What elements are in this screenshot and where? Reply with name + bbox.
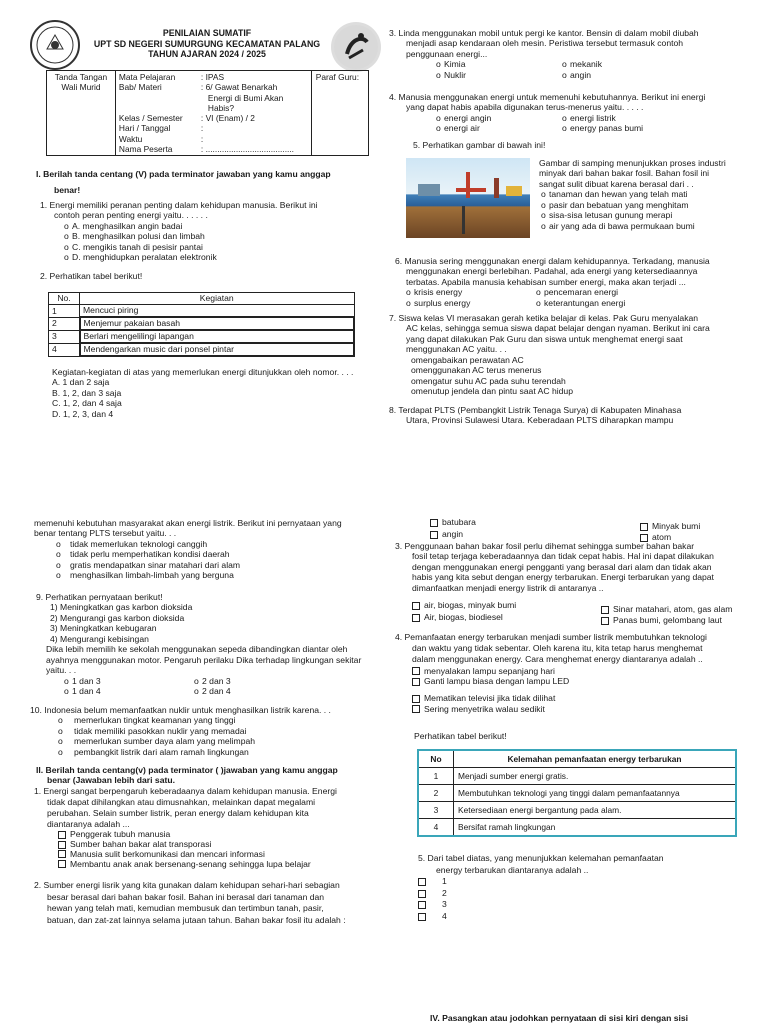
option-label: 4: [442, 910, 447, 921]
checkbox-icon[interactable]: [418, 890, 426, 898]
option-label: 2 dan 4: [202, 686, 231, 697]
option-a[interactable]: omengabaikan perawatan AC: [411, 354, 524, 365]
option-label: air yang ada di bawa permukaan bumi: [549, 220, 695, 231]
table-cell: Berlari mengelilingi lapangan: [80, 330, 355, 343]
option-c[interactable]: o Nuklir: [436, 69, 466, 80]
option-b[interactable]: o tidak perlu memperhatikan kondisi daerah: [56, 549, 230, 560]
checkbox-option[interactable]: [412, 676, 745, 687]
option-label: Nuklir: [444, 69, 466, 80]
question-text: Gambar di samping menunjukkan proses industri: [539, 158, 726, 168]
info-value: Energi di Bumi Akan: [207, 92, 284, 103]
question-text: batuan, dan zat-zat lainnya selama jutaan tahun. Bahan bakar fosil itu adalah :: [47, 914, 346, 925]
option-label: tidak memiliki pasokkan nuklir yang memadai: [74, 725, 247, 736]
header-title: PENILAIAN SUMATIF: [162, 28, 252, 38]
question-text: contoh peran penting energi yaitu. . . . . .: [54, 210, 208, 221]
table-row: [418, 785, 736, 802]
checkbox-icon[interactable]: [601, 606, 609, 614]
option-label: C. mengikis tanah di pesisir pantai: [72, 241, 203, 252]
table-header: Kegiatan: [80, 293, 355, 305]
option-b[interactable]: o energi listrik: [562, 112, 616, 123]
checkbox-option[interactable]: [58, 860, 384, 870]
checkbox-icon[interactable]: [601, 617, 609, 625]
table-row: [49, 330, 355, 343]
table-row: [418, 768, 736, 785]
option-c[interactable]: C. 1, 2, dan 4 saja: [52, 398, 122, 409]
checkbox-icon[interactable]: [430, 531, 438, 539]
question-text: yang dapat dilakukan Pak Guru dan siswa untuk menghemat energi saat: [406, 333, 683, 344]
question-text: hewan yang telah mati, kemudian membusuk dan tertimbun tanah, pasir,: [47, 903, 324, 914]
question-text: memenuhi kebutuhan masyarakat akan energi listrik. Berikut ini pernyataan yang: [34, 518, 342, 528]
option-d[interactable]: o energy panas bumi: [562, 123, 644, 134]
option-label: Air, biogas, biodiesel: [424, 612, 503, 622]
question-text: penggunaan energi...: [406, 48, 488, 59]
question-text: dengan menggunakan energi pengganti yang berasal dari alam dan tidak akan: [412, 561, 712, 572]
question-text: sangat sulit dibuat karena berasal dari . .: [539, 178, 694, 189]
table-cell: 2: [418, 785, 454, 802]
table-cell: 2: [49, 317, 80, 330]
option-label: 1 dan 3: [72, 675, 101, 686]
info-value: :: [200, 133, 204, 144]
checkbox-option[interactable]: [430, 529, 463, 539]
checkbox-option[interactable]: [412, 612, 503, 622]
option-label: pencemaran energi: [544, 287, 619, 298]
option-b[interactable]: omenggunakan AC terus menerus: [411, 365, 542, 376]
option-d[interactable]: D. 1, 2, 3, dan 4: [52, 408, 114, 419]
checkbox-option[interactable]: [412, 600, 516, 610]
info-value: : 6/ Gawat Benarkah: [200, 82, 278, 93]
question-8-continued: [34, 518, 384, 581]
question-5-text: 5. Perhatikan gambar di bawah ini!: [413, 140, 546, 150]
option-label: keterantungan energi: [544, 297, 626, 308]
checkbox-icon[interactable]: [58, 841, 66, 849]
table-cell: 3: [418, 802, 454, 819]
question-text: menggunakan AC yaitu. . .: [406, 344, 507, 355]
section-2-title-line2: benar (Jawaban lebih dari satu.: [47, 775, 175, 786]
question-text: 1. Energi memiliki peranan penting dalam kehidupan manusia. Berikut ini: [40, 200, 318, 210]
question-6: [395, 256, 740, 308]
guardian-signature-cell: [47, 71, 116, 156]
checkbox-icon[interactable]: [640, 523, 648, 531]
question-text: menjadi asap kendaraan oleh mesin. Peristiwa tersebut termasuk contoh: [406, 38, 684, 49]
section-2-question-5: [418, 853, 738, 923]
question-7: [389, 313, 734, 397]
question-text: besar berasal dari bahan bakar fosil. Bahan ini berasal dari tanaman dan: [47, 891, 325, 902]
checkbox-option[interactable]: [412, 693, 745, 704]
info-value: :: [200, 123, 204, 134]
checkbox-option[interactable]: [418, 911, 738, 923]
section-2-question-2: [34, 880, 384, 926]
question-text: habis yang kita sebut dengan energy terbarukan. Energi terbarukan yang dapat: [412, 572, 714, 583]
option-b[interactable]: o mekanik: [562, 59, 602, 70]
question-text: 6. Manusia sering menggunakan energi dalam kehidupannya. Terkadang, manusia: [395, 256, 710, 266]
section-1-title-line2: benar!: [54, 185, 81, 196]
option-b[interactable]: o 2 dan 3: [194, 675, 231, 686]
question-2-body: [52, 367, 372, 419]
option-label: Mematikan televisi jika tidak dilihat: [424, 692, 556, 703]
info-label: Nama Peserta: [118, 143, 173, 154]
option-label: D. menghidupkan peralatan elektronik: [72, 252, 217, 263]
info-label: Bab/ Materi: [118, 82, 162, 93]
option-a[interactable]: o A. menghasilkan angin badai: [64, 220, 183, 231]
table-header: No.: [49, 293, 80, 305]
option-a[interactable]: o krisis energy: [406, 287, 463, 298]
section-1-title: [36, 169, 331, 196]
option-d[interactable]: o keterantungan energi: [536, 297, 626, 308]
table-cell: Menjemur pakaian basah: [80, 317, 355, 330]
option-b[interactable]: B. 1, 2, dan 3 saja: [52, 387, 122, 398]
option-d[interactable]: o D. menghidupkan peralatan elektronik: [64, 252, 217, 263]
option-label: B. menghasilkan polusi dan limbah: [72, 231, 205, 242]
checkbox-icon[interactable]: [412, 667, 420, 675]
option-a[interactable]: o energi angin: [436, 112, 492, 123]
header-school: UPT SD NEGERI SUMURGUNG KECAMATAN PALANG: [93, 38, 321, 49]
checkbox-icon[interactable]: [418, 901, 426, 909]
activity-table: [48, 292, 355, 357]
curriculum-logo: [331, 22, 381, 72]
option-label: sisa-sisa letusan gunung merapi: [549, 210, 673, 221]
table-row: [49, 317, 355, 330]
question-text: dalam menggunakan energy. Cara menghemat energy diantaranya adalah ..: [412, 654, 703, 665]
question-text: tidak dapat dihilangkan atau dimusnahkan, melainkan dapat megalami: [47, 797, 316, 807]
option-label: Ganti lampu biasa dengan lampu LED: [424, 676, 570, 687]
option-label: 2: [442, 887, 447, 898]
option-b[interactable]: o pasir dan bebatuan yang menghitam: [541, 199, 689, 210]
checkbox-icon[interactable]: [58, 831, 66, 839]
checkbox-icon[interactable]: [412, 678, 420, 686]
question-text: dan waktu yang tidak sebentar. Oleh karena itu, kita tetap harus menghemat: [412, 643, 703, 654]
option-label: angin: [442, 529, 464, 539]
statement: 3) Meningkatkan kebugaran: [50, 623, 157, 634]
question-text: benar tentang PLTS tersebut yaitu. . .: [34, 528, 177, 539]
question-text: perubahan. Selain sumber listrik, peran energy dalam kehidupan kita: [47, 808, 309, 818]
option-label: pembangkit listrik dari alam ramah lingkungan: [74, 746, 249, 757]
oil-industry-image: [406, 158, 530, 238]
section-2-question-3: [395, 541, 745, 593]
question-8-intro: [389, 405, 734, 426]
checkbox-icon[interactable]: [412, 705, 420, 713]
school-emblem-logo: [30, 20, 80, 70]
option-a[interactable]: o 1 dan 3: [64, 675, 101, 686]
question-text: yaitu. . .: [46, 665, 77, 676]
option-d[interactable]: o menghasilkan limbah-limbah yang berguna: [56, 570, 234, 581]
option-label: air, biogas, minyak bumi: [424, 600, 517, 610]
document-header: [82, 28, 332, 60]
table-cell: 1: [418, 768, 454, 785]
question-text: fosil tetap terjaga keberadaannya dan tidak cepat habis. Hal ini dapat dilakukan: [412, 551, 714, 562]
option-label: tidak perlu memperhatikan kondisi daerah: [70, 549, 230, 560]
question-text: 2. Sumber energi lisrik yang kita gunakan dalam kehidupan sehari-hari sebagian: [34, 880, 340, 890]
question-9: [36, 592, 386, 697]
question-text: 8. Terdapat PLTS (Pembangkit Listrik Tenaga Surya) di Kabupaten Minahasa: [389, 405, 682, 415]
option-label: 2 dan 3: [202, 675, 231, 686]
option-label: mekanik: [570, 59, 602, 70]
student-info-table: [46, 70, 369, 156]
option-d[interactable]: o air yang ada di bawa permukaan bumi: [541, 220, 695, 231]
option-label: mengabaikan perawatan AC: [415, 354, 524, 365]
question-text: AC kelas, sehingga semua siswa dapat belajar dengan nyaman. Berikut ini cara: [406, 323, 710, 334]
checkbox-icon[interactable]: [418, 913, 426, 921]
table-cell: Bersifat ramah lingkungan: [454, 819, 737, 837]
table-cell: 1: [49, 305, 80, 318]
option-c[interactable]: omengatur suhu AC pada suhu terendah: [411, 375, 566, 386]
section-1-title-line1: I. Berilah tanda centang (V) pada terminator jawaban yang kamu anggap: [36, 169, 331, 179]
statement: 1) Meningkatkan gas karbon dioksida: [50, 602, 193, 613]
question-text: Kegiatan-kegiatan di atas yang memerlukan energi ditunjukkan oleh nomor. . . .: [52, 367, 354, 377]
checkbox-option[interactable]: [418, 876, 738, 888]
option-label: tidak memerlukan teknologi canggih: [70, 538, 208, 549]
option-label: memerlukan tingkat keamanan yang tinggi: [74, 715, 236, 726]
table-row: [49, 343, 355, 356]
option-b[interactable]: o pencemaran energi: [536, 287, 619, 298]
section-2-title-line1: II. Berilah tanda centang(v) pada terminator ( )jawaban yang kamu anggap: [36, 765, 338, 775]
option-label: pasir dan bebatuan yang menghitam: [549, 199, 689, 210]
checkbox-icon[interactable]: [412, 695, 420, 703]
table-header: Kelemahan pemanfaatan energy terbarukan: [454, 750, 737, 768]
section-4-title: IV. Pasangkan atau jodohkan pernyataan di sisi kiri dengan sisi: [430, 1013, 689, 1023]
option-label: energi angin: [444, 112, 492, 123]
question-text: 3. Linda menggunakan mobil untuk pergi ke kantor. Bensin di dalam mobil diubah: [389, 28, 699, 38]
question-2-text: 2. Perhatikan tabel berikut!: [40, 271, 143, 281]
option-label: energy panas bumi: [570, 123, 644, 134]
info-label: Waktu: [118, 133, 143, 144]
question-text: 4. Pemanfaatan energy terbarukan menjadi sumber listrik membutuhkan teknologi: [395, 632, 707, 642]
option-label: Sumber bahan bakar alat transporasi: [70, 838, 212, 849]
header-year: TAHUN AJARAN 2024 / 2025: [148, 49, 266, 60]
checkbox-option[interactable]: [601, 615, 722, 625]
option-d[interactable]: o angin: [562, 69, 592, 80]
section-2-question-4: [395, 632, 745, 714]
option-label: Manusia sulit berkomunikasi dan mencari informasi: [70, 848, 265, 859]
question-1: [40, 200, 370, 263]
option-label: atom: [652, 532, 672, 542]
table-cell: Membutuhkan teknologi yang tinggi dalam pemanfaatannya: [454, 785, 737, 802]
option-label: memerlukan sumber daya alam yang melimpah: [74, 736, 256, 747]
option-b[interactable]: o B. menghasilkan polusi dan limbah: [64, 231, 205, 242]
info-label: Mata Pelajaran: [118, 72, 176, 82]
option-a[interactable]: o tidak memerlukan teknologi canggih: [56, 538, 208, 549]
option-label: menutup jendela dan pintu saat AC hidup: [415, 386, 573, 397]
checkbox-option[interactable]: [640, 521, 700, 531]
option-label: 1: [442, 876, 447, 887]
info-label: Kelas / Semester: [118, 113, 183, 123]
option-a[interactable]: A. 1 dan 2 saja: [52, 377, 110, 388]
table-cell: Menjadi sumber energi gratis.: [454, 768, 737, 785]
question-text: dimanfaatkan menjadi energy listrik di antaranya ..: [412, 582, 604, 593]
checkbox-option[interactable]: [412, 704, 745, 715]
option-label: Kimia: [444, 59, 466, 70]
question-text: diantaranya adalah ...: [47, 819, 130, 829]
question-text: menggunakan energi berlebihan. Padahal, ada energi yang ketersediaannya: [406, 266, 698, 277]
option-label: Minyak bumi: [652, 521, 701, 531]
question-text: ayahnya menggunakan motor. Pengaruh perilaku Dika terhadap lingkungan sekitar: [46, 654, 362, 665]
info-fields-cell: [115, 71, 311, 156]
option-label: 1 dan 4: [72, 686, 101, 697]
option-label: batubara: [442, 517, 476, 527]
question-4: [389, 92, 734, 134]
option-label: menyalakan lampu sepanjang hari: [424, 665, 555, 676]
checkbox-icon[interactable]: [58, 850, 66, 858]
table-cell: Ketersediaan energi bergantung pada alam.: [454, 802, 737, 819]
checkbox-option[interactable]: [412, 666, 745, 677]
question-text: 5. Dari tabel diatas, yang menunjukkan kelemahan pemanfaatan: [418, 853, 664, 863]
checkbox-option[interactable]: [601, 604, 732, 614]
question-text: yang dapat habis apabila digunakan terus-menerus yaitu. . . . .: [406, 102, 644, 113]
section-2-question-1: [34, 786, 384, 870]
option-label: menggunakan AC terus menerus: [415, 365, 542, 376]
question-text: terbatas. Apabila manusia kehabisan sumber energi, maka akan terjadi ...: [406, 276, 686, 287]
teacher-signature-cell: [311, 71, 368, 156]
question-text: Utara, Provinsi Sulawesi Utara. Keberadaan PLTS diharapkan mampu: [406, 415, 674, 426]
table-cell: 3: [49, 330, 80, 343]
table-cell: 4: [49, 343, 80, 356]
question-text: 10. Indonesia belum memanfaatkan nuklir untuk menghasilkan listrik karena. . .: [30, 705, 331, 715]
info-value: : IPAS: [200, 72, 225, 82]
option-label: mengatur suhu AC pada suhu terendah: [415, 375, 566, 386]
table-row: [418, 802, 736, 819]
checkbox-option[interactable]: [430, 517, 476, 527]
info-label: Hari / Tanggal: [118, 123, 171, 134]
option-c[interactable]: o C. mengikis tanah di pesisir pantai: [64, 241, 203, 252]
statement: 4) Mengurangi kebisingan: [50, 633, 149, 644]
question-5-body: [539, 158, 739, 231]
table-row: [418, 819, 736, 837]
option-label: gratis mendapatkan sinar matahari dari alam: [70, 559, 241, 570]
option-label: angin: [570, 69, 592, 80]
info-value: Habis?: [207, 102, 234, 113]
table-header: No: [418, 750, 454, 768]
option-c[interactable]: o sisa-sisa letusan gunung merapi: [541, 210, 673, 221]
weakness-table: [417, 749, 737, 837]
section-2-title: [36, 765, 338, 786]
table-cell: 4: [418, 819, 454, 837]
option-label: A. menghasilkan angin badai: [72, 220, 183, 231]
option-a[interactable]: o Kimia: [436, 59, 466, 70]
teacher-signature-label: Paraf Guru:: [315, 72, 360, 82]
table-cell: Mencuci piring: [80, 305, 355, 318]
option-d[interactable]: o pembangkit listrik dari alam ramah lingkungan: [58, 746, 249, 757]
table-cell: Mendengarkan music dari ponsel pintar: [80, 343, 355, 356]
option-c[interactable]: o surplus energy: [406, 297, 471, 308]
guardian-signature-label: Tanda Tangan Wali Murid: [54, 72, 108, 93]
option-label: energi air: [444, 123, 480, 134]
question-3: [389, 28, 734, 80]
option-label: 3: [442, 899, 447, 910]
question-text: 7. Siswa kelas VI merasakan gerah ketika belajar di kelas. Pak Guru menyalakan: [389, 313, 699, 323]
checkbox-icon[interactable]: [430, 519, 438, 527]
info-value: : ......................................: [200, 143, 294, 154]
question-text: 1. Energi sangat berpengaruh keberadaanya dalam kehidupan manusia. Energi: [34, 786, 337, 796]
option-b[interactable]: o tidak memiliki pasokkan nuklir yang memadai: [58, 725, 247, 736]
info-value: : VI (Enam) / 2: [200, 113, 255, 123]
option-a[interactable]: o memerlukan tingkat keamanan yang tinggi: [58, 715, 236, 726]
option-a[interactable]: o tanaman dan hewan yang telah mati: [541, 189, 688, 200]
question-text: energy terbarukan diantaranya adalah ..: [436, 864, 589, 875]
question-text: 9. Perhatikan pernyataan berikut!: [36, 592, 163, 602]
option-label: menghasilkan limbah-limbah yang berguna: [70, 570, 234, 581]
checkbox-icon[interactable]: [412, 614, 420, 622]
option-label: Membantu anak anak bersenang-senang sehingga lupa belajar: [70, 858, 311, 869]
question-text: 3. Penggunaan bahan bakar fosil perlu dihemat sehingga sumber bahan bakar: [395, 541, 695, 551]
option-c[interactable]: o memerlukan sumber daya alam yang melimpah: [58, 736, 256, 747]
checkbox-option[interactable]: [418, 899, 738, 911]
checkbox-icon[interactable]: [412, 602, 420, 610]
statement: 2) Mengurangi gas karbon dioksida: [50, 612, 185, 623]
option-label: tanaman dan hewan yang telah mati: [549, 189, 688, 200]
option-c[interactable]: o gratis mendapatkan sinar matahari dari alam: [56, 559, 241, 570]
question-text: Dika lebih memilih ke sekolah menggunakan sepeda dibandingkan diantar oleh: [46, 644, 348, 655]
option-label: Sinar matahari, atom, gas alam: [613, 604, 733, 614]
option-label: Panas bumi, gelombang laut: [613, 615, 722, 625]
option-c[interactable]: o 1 dan 4: [64, 686, 101, 697]
option-d[interactable]: omenutup jendela dan pintu saat AC hidup: [411, 386, 573, 397]
question-10: [30, 705, 380, 757]
checkbox-icon[interactable]: [418, 878, 426, 886]
checkbox-option[interactable]: [418, 888, 738, 900]
option-label: krisis energy: [414, 287, 463, 298]
table-intro: Perhatikan tabel berikut!: [414, 731, 507, 741]
table-row: [49, 305, 355, 318]
option-label: Sering menyetrika walau sedikit: [424, 703, 545, 714]
option-d[interactable]: o 2 dan 4: [194, 686, 231, 697]
question-text: 4. Manusia menggunakan energi untuk memenuhi kebutuhannya. Berikut ini energi: [389, 92, 706, 102]
option-label: surplus energy: [414, 297, 471, 308]
question-text: minyak dari bahan bakar fosil. Bahan fosil ini: [539, 168, 710, 179]
option-label: energi listrik: [570, 112, 616, 123]
checkbox-icon[interactable]: [58, 860, 66, 868]
option-label: Penggerak tubuh manusia: [70, 829, 171, 839]
option-c[interactable]: o energi air: [436, 123, 480, 134]
